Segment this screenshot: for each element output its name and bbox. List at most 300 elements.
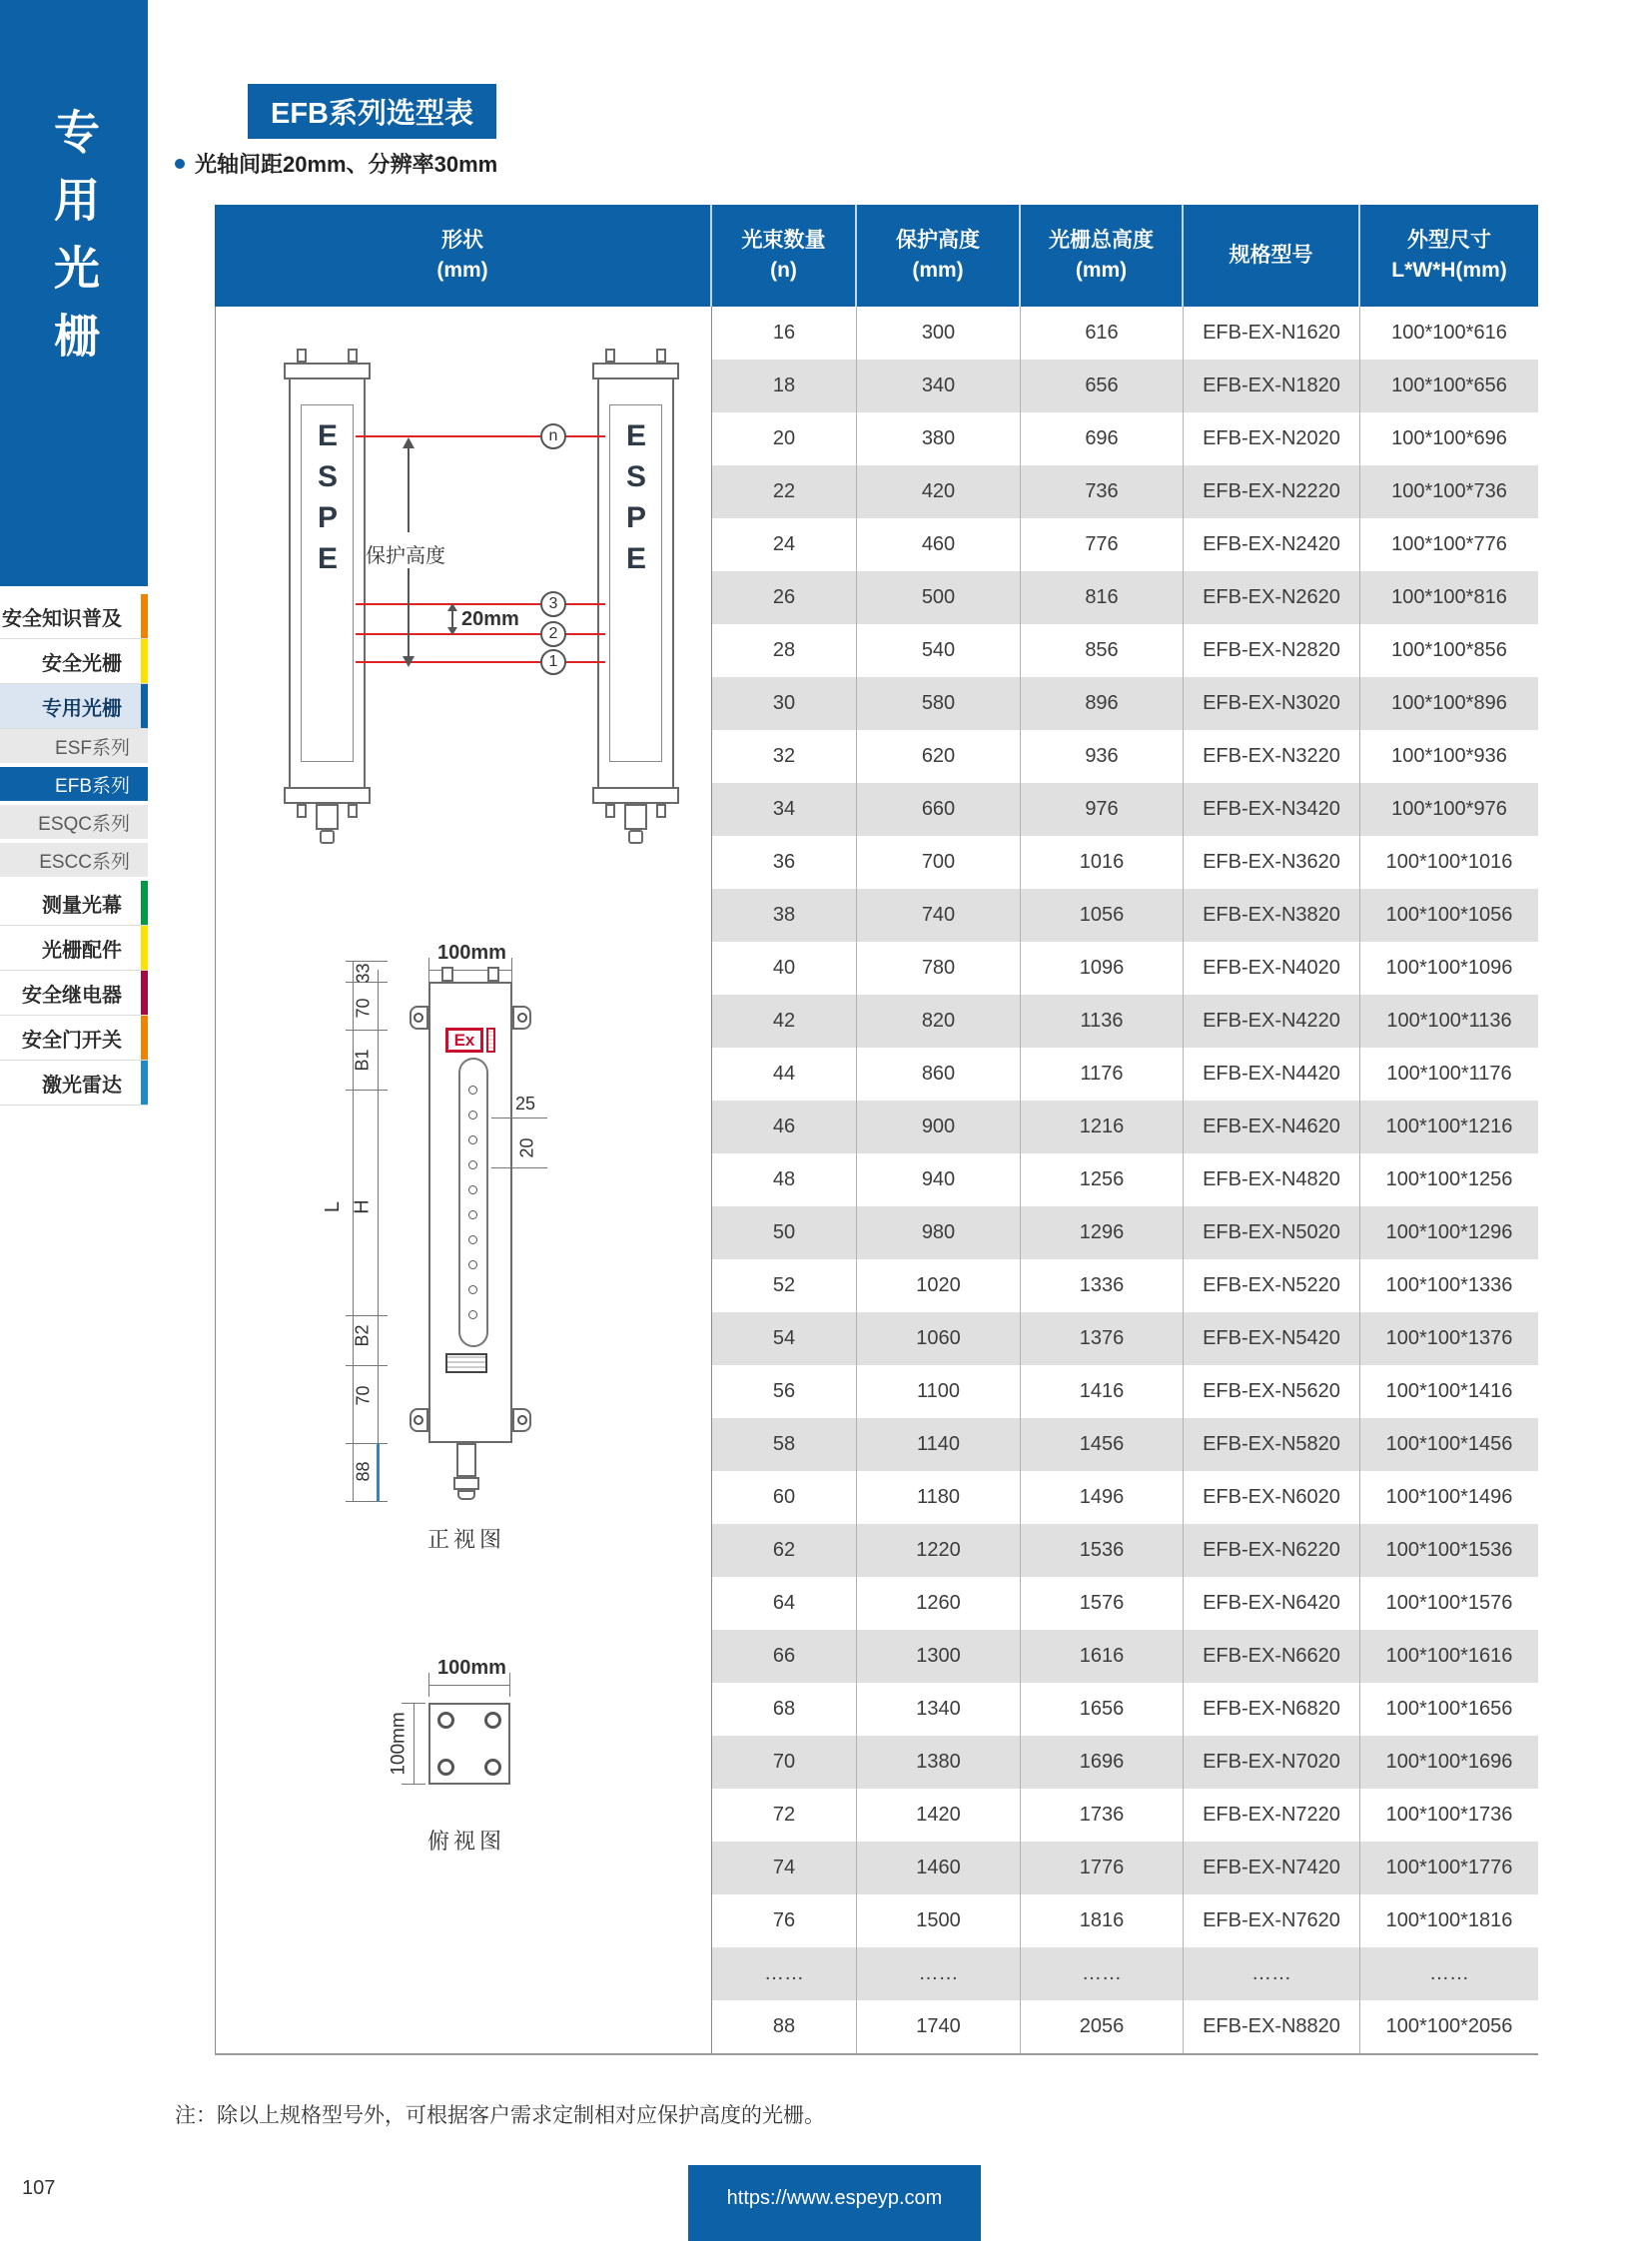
ex-badge-side: [486, 1028, 495, 1053]
table-cell: 100*100*856: [1391, 639, 1507, 661]
top-view-height-dim: 100mm: [388, 1712, 410, 1776]
light-curtain-tower-left: [289, 363, 366, 804]
table-cell: 100*100*1136: [1386, 1010, 1512, 1032]
ear-hole: [413, 1013, 423, 1023]
table-cell: 100*100*1576: [1385, 1592, 1513, 1614]
sidebar-item-0[interactable]: [0, 594, 148, 639]
table-cell: 100*100*936: [1391, 745, 1507, 767]
table-cell: 896: [1021, 677, 1184, 730]
table-cell: 1576: [1021, 1577, 1184, 1630]
table-cell: 100*100*656: [1391, 374, 1507, 396]
table-cell: 52: [712, 1259, 857, 1312]
table-cell: 700: [857, 836, 1021, 889]
table-row: [712, 571, 1538, 624]
table-cell: 100*100*1096: [1385, 957, 1513, 979]
arrow-up-icon: [403, 437, 414, 448]
table-row: [712, 1577, 1538, 1630]
table-cell: 88: [712, 2000, 857, 2053]
sidebar-item-10[interactable]: [0, 1016, 148, 1061]
dim-L: L: [322, 1200, 345, 1213]
table-cell: 980: [857, 1206, 1021, 1259]
table-cell: 1420: [857, 1789, 1021, 1842]
table-row: [712, 995, 1538, 1048]
bolt-hole: [437, 1759, 454, 1776]
table-row: [712, 465, 1538, 518]
sidebar-item-label: EFB系列: [55, 775, 130, 797]
column-header-5: 外型尺寸 L*W*H(mm): [1391, 228, 1507, 282]
sidebar-item-label: 安全门开关: [22, 1029, 122, 1052]
dim-line-H: [378, 970, 379, 1491]
table-row: [712, 1048, 1538, 1101]
accent-bar: [141, 971, 148, 1015]
table-cell: 26: [712, 571, 857, 624]
table-cell: EFB-EX-N2620: [1184, 571, 1360, 624]
table-cell: 1060: [857, 1312, 1021, 1365]
dim-line-L: [353, 961, 354, 1501]
table-cell: EFB-EX-N5020: [1184, 1206, 1360, 1259]
table-cell: 30: [712, 677, 857, 730]
connector-plug: [320, 830, 335, 844]
brand-label: ESPE: [311, 419, 345, 583]
bolt-hole: [484, 1712, 501, 1729]
column-header-1: 光束数量 (n): [712, 205, 857, 307]
table-row: [712, 1418, 1538, 1471]
beam-number-1: 1: [540, 649, 566, 675]
table-row: [712, 1206, 1538, 1259]
lens: [468, 1185, 477, 1194]
table-row: [712, 412, 1538, 465]
table-cell: 860: [857, 1048, 1021, 1101]
table-cell: 16: [712, 307, 857, 360]
table-cell: 660: [857, 783, 1021, 836]
dim-tick: [346, 1365, 388, 1366]
table-cell: 1460: [857, 1842, 1021, 1894]
table-cell: 100*100*736: [1391, 480, 1507, 502]
table-cell: 100*100*1416: [1385, 1380, 1513, 1402]
sidebar-item-8[interactable]: [0, 926, 148, 971]
table-cell: 32: [712, 730, 857, 783]
accent-bar: [141, 926, 148, 970]
table-cell: 18: [712, 360, 857, 412]
table-cell: 940: [857, 1153, 1021, 1206]
table-header: [215, 205, 1538, 307]
table-cell: 50: [712, 1206, 857, 1259]
table-cell: EFB-EX-N6620: [1184, 1630, 1360, 1683]
table-cell: 620: [857, 730, 1021, 783]
table-row: [712, 624, 1538, 677]
table-cell: EFB-EX-N5620: [1184, 1365, 1360, 1418]
ear-hole: [517, 1013, 527, 1023]
table-row: [712, 1947, 1538, 2000]
table-cell: 20: [712, 412, 857, 465]
lens: [468, 1235, 477, 1244]
table-cell: 1496: [1021, 1471, 1184, 1524]
sidebar-item-label: 光栅配件: [42, 939, 122, 962]
table-cell: EFB-EX-N7020: [1184, 1736, 1360, 1789]
sidebar-item-6[interactable]: [0, 843, 148, 877]
table-cell: ……: [857, 1947, 1021, 2000]
accent-bar: [141, 684, 148, 728]
sidebar-category-block: [0, 0, 148, 586]
table-cell: EFB-EX-N4020: [1184, 942, 1360, 995]
table-cell: 1336: [1021, 1259, 1184, 1312]
table-cell: 580: [857, 677, 1021, 730]
table-cell: 38: [712, 889, 857, 942]
table-cell: 100*100*1736: [1385, 1804, 1513, 1826]
front-connector: [456, 1443, 476, 1477]
sidebar-item-label: 专用光栅: [42, 697, 122, 720]
table-cell: EFB-EX-N3020: [1184, 677, 1360, 730]
dim-tick: [346, 961, 388, 962]
sidebar-item-11[interactable]: [0, 1061, 148, 1106]
dim-25: 25: [515, 1094, 536, 1114]
table-cell: 1016: [1021, 836, 1184, 889]
table-cell: 100*100*1616: [1385, 1645, 1513, 1667]
connector-plug: [628, 830, 643, 844]
table-cell: 1180: [857, 1471, 1021, 1524]
table-cell: 740: [857, 889, 1021, 942]
page-number: 107: [22, 2177, 56, 2199]
shape-diagram-cell: [215, 307, 712, 2053]
table-cell: EFB-EX-N7220: [1184, 1789, 1360, 1842]
lens: [468, 1135, 477, 1144]
sidebar-item-2[interactable]: [0, 684, 148, 729]
dim-88-blue: [377, 1443, 380, 1501]
dim-tick: [346, 1090, 388, 1091]
table-cell: 40: [712, 942, 857, 995]
table-cell: 1740: [857, 2000, 1021, 2053]
table-row: [712, 1683, 1538, 1736]
sidebar-item-label: ESCC系列: [39, 851, 130, 873]
table-cell: 936: [1021, 730, 1184, 783]
sidebar-item-4[interactable]: [0, 767, 148, 801]
accent-bar: [141, 1061, 148, 1105]
table-cell: 340: [857, 360, 1021, 412]
table-cell: EFB-EX-N8820: [1184, 2000, 1360, 2053]
ear-hole: [413, 1415, 423, 1425]
dim-70-bottom: 70: [353, 1385, 374, 1406]
pitch-label: 20mm: [461, 608, 519, 630]
table-cell: 48: [712, 1153, 857, 1206]
table-row: [712, 677, 1538, 730]
table-cell: EFB-EX-N2020: [1184, 412, 1360, 465]
table-cell: EFB-EX-N5820: [1184, 1418, 1360, 1471]
table-cell: 2056: [1021, 2000, 1184, 2053]
table-cell: EFB-EX-N4420: [1184, 1048, 1360, 1101]
sidebar-menu: [0, 594, 148, 1106]
table-cell: 656: [1021, 360, 1184, 412]
table-cell: 100*100*616: [1391, 322, 1507, 344]
protect-arrow-upper: [408, 442, 410, 532]
table-cell: 856: [1021, 624, 1184, 677]
table-cell: 736: [1021, 465, 1184, 518]
beam-line-n: [356, 435, 605, 437]
table-cell: 58: [712, 1418, 857, 1471]
table-cell: EFB-EX-N3420: [1184, 783, 1360, 836]
sidebar-item-label: ESF系列: [55, 737, 130, 759]
table-cell: EFB-EX-N1620: [1184, 307, 1360, 360]
connector: [316, 804, 339, 830]
table-cell: 1096: [1021, 942, 1184, 995]
dim-33: 33: [353, 963, 374, 984]
table-cell: 1376: [1021, 1312, 1184, 1365]
table-cell: EFB-EX-N3820: [1184, 889, 1360, 942]
table-cell: 540: [857, 624, 1021, 677]
table-cell: 1296: [1021, 1206, 1184, 1259]
website-banner: [688, 2165, 981, 2241]
sidebar-item-label: 安全知识普及: [2, 607, 122, 630]
table-body: [215, 307, 1538, 2055]
table-cell: 820: [857, 995, 1021, 1048]
table-cell: 1136: [1021, 995, 1184, 1048]
table-cell: ……: [1184, 1947, 1360, 2000]
table-cell: EFB-EX-N7420: [1184, 1842, 1360, 1894]
table-row: [712, 1365, 1538, 1418]
ex-text: Ex: [453, 1030, 475, 1050]
column-header-0: 形状 (mm): [215, 205, 712, 307]
sidebar-item-label: ESQC系列: [38, 813, 130, 835]
table-cell: EFB-EX-N4820: [1184, 1153, 1360, 1206]
dim-tick: [346, 1443, 388, 1444]
lens: [468, 1086, 477, 1095]
table-row: [712, 1842, 1538, 1894]
dim-tick: [428, 958, 429, 982]
table-cell: 72: [712, 1789, 857, 1842]
table-cell: 500: [857, 571, 1021, 624]
front-connector-plug: [453, 1477, 479, 1490]
connector: [624, 804, 647, 830]
table-cell: 1536: [1021, 1524, 1184, 1577]
table-cell: 1380: [857, 1736, 1021, 1789]
table-cell: 1776: [1021, 1842, 1184, 1894]
table-row: [712, 1524, 1538, 1577]
table-row: [712, 942, 1538, 995]
table-cell: 1256: [1021, 1153, 1184, 1206]
dim-tick: [346, 1315, 388, 1316]
table-cell: 100*100*1256: [1385, 1168, 1513, 1190]
section-title-text: EFB系列选型表: [270, 98, 473, 130]
table-cell: 22: [712, 465, 857, 518]
arrow-down-icon: [447, 627, 457, 635]
table-cell: 1260: [857, 1577, 1021, 1630]
lens: [468, 1111, 477, 1120]
table-cell: 1020: [857, 1259, 1021, 1312]
table-cell: 1816: [1021, 1894, 1184, 1947]
table-cell: 100*100*1776: [1385, 1857, 1513, 1878]
table-cell: 1656: [1021, 1683, 1184, 1736]
top-view-caption: 俯视图: [427, 1829, 506, 1854]
table-cell: 696: [1021, 412, 1184, 465]
table-cell: 300: [857, 307, 1021, 360]
dim-tick: [346, 1030, 388, 1031]
table-cell: 1140: [857, 1418, 1021, 1471]
top-view-width-dim: 100mm: [437, 1657, 506, 1679]
dim-line: [413, 1703, 414, 1785]
nameplate: [445, 1353, 487, 1373]
table-cell: 1736: [1021, 1789, 1184, 1842]
dim-line-25: [491, 1118, 547, 1119]
table-cell: 44: [712, 1048, 857, 1101]
table-cell: 1416: [1021, 1365, 1184, 1418]
table-cell: 1216: [1021, 1101, 1184, 1153]
table-row: [712, 1153, 1538, 1206]
beam-line-3: [356, 603, 605, 605]
table-cell: 42: [712, 995, 857, 1048]
dim-tick: [402, 1703, 425, 1704]
table-cell: 100*100*1816: [1385, 1909, 1513, 1931]
beam-line-2: [356, 633, 605, 635]
lens: [468, 1285, 477, 1294]
dim-B2: B2: [352, 1324, 373, 1347]
table-cell: EFB-EX-N6020: [1184, 1471, 1360, 1524]
table-row: [712, 1259, 1538, 1312]
spec-bullet-row: [175, 148, 497, 179]
table-row: [712, 783, 1538, 836]
table-cell: EFB-EX-N6420: [1184, 1577, 1360, 1630]
dim-B1: B1: [352, 1049, 373, 1072]
table-cell: 816: [1021, 571, 1184, 624]
sidebar-item-1[interactable]: [0, 639, 148, 684]
table-cell: 74: [712, 1842, 857, 1894]
lens: [468, 1210, 477, 1219]
table-cell: 64: [712, 1577, 857, 1630]
dim-H: H: [351, 1199, 374, 1214]
table-row: [712, 730, 1538, 783]
ex-badge: [445, 1028, 483, 1053]
table-cell: EFB-EX-N3620: [1184, 836, 1360, 889]
table-cell: 460: [857, 518, 1021, 571]
table-cell: 900: [857, 1101, 1021, 1153]
table-cell: 1340: [857, 1683, 1021, 1736]
table-cell: 100*100*1056: [1385, 904, 1513, 926]
arrow-up-icon: [447, 603, 457, 611]
arrow-down-icon: [403, 656, 414, 667]
lens: [468, 1260, 477, 1269]
table-cell: 100*100*2056: [1385, 2015, 1513, 2037]
sidebar-item-label: 激光雷达: [42, 1074, 122, 1097]
protect-arrow-lower: [408, 568, 410, 656]
table-cell: 1456: [1021, 1418, 1184, 1471]
table-row: [712, 1736, 1538, 1789]
table-row: [712, 1789, 1538, 1842]
table-cell: 616: [1021, 307, 1184, 360]
table-cell: 46: [712, 1101, 857, 1153]
table-cell: 100*100*896: [1391, 692, 1507, 714]
dim-70-top: 70: [353, 998, 374, 1019]
table-cell: 100*100*816: [1391, 586, 1507, 608]
accent-bar: [141, 594, 148, 638]
table-cell: 100*100*1296: [1385, 1221, 1513, 1243]
section-title: [248, 84, 496, 139]
table-cell: 976: [1021, 783, 1184, 836]
table-row: [712, 1101, 1538, 1153]
table-cell: 100*100*776: [1391, 533, 1507, 555]
table-cell: 34: [712, 783, 857, 836]
table-cell: 76: [712, 1894, 857, 1947]
table-cell: 100*100*1696: [1385, 1751, 1513, 1773]
front-view-caption: 正视图: [427, 1527, 506, 1552]
dim-tick: [511, 958, 512, 982]
table-cell: 66: [712, 1630, 857, 1683]
table-cell: 1500: [857, 1894, 1021, 1947]
table-row: [712, 360, 1538, 412]
sidebar-item-5[interactable]: [0, 805, 148, 839]
table-cell: ……: [1021, 1947, 1184, 2000]
table-row: [712, 1471, 1538, 1524]
table-cell: 100*100*696: [1391, 427, 1507, 449]
table-cell: 420: [857, 465, 1021, 518]
table-row: [712, 889, 1538, 942]
table-cell: 68: [712, 1683, 857, 1736]
table-rows: [712, 307, 1538, 2053]
table-cell: EFB-EX-N4220: [1184, 995, 1360, 1048]
table-row: [712, 1894, 1538, 1947]
website-url[interactable]: https://www.espeyp.com: [726, 2187, 943, 2209]
spec-bullet-text: 光轴间距20mm、分辨率30mm: [195, 152, 498, 177]
accent-bar: [141, 881, 148, 925]
table-cell: 54: [712, 1312, 857, 1365]
protect-height-label: 保护高度: [366, 545, 445, 567]
column-header-4: 规格型号: [1184, 205, 1360, 307]
light-curtain-tower-right: [597, 363, 674, 804]
dim-tick: [346, 1501, 388, 1502]
table-cell: 28: [712, 624, 857, 677]
table-cell: 70: [712, 1736, 857, 1789]
front-bolt: [441, 967, 453, 982]
table-cell: 36: [712, 836, 857, 889]
table-cell: 62: [712, 1524, 857, 1577]
sidebar-item-7[interactable]: [0, 881, 148, 926]
beam-number-3: 3: [540, 591, 566, 617]
table-cell: 24: [712, 518, 857, 571]
table-row: [712, 1312, 1538, 1365]
table-cell: 1056: [1021, 889, 1184, 942]
column-header-2: 保护高度 (mm): [857, 205, 1021, 307]
table-row: [712, 2000, 1538, 2053]
lens: [468, 1310, 477, 1319]
dim-tick: [509, 1673, 510, 1697]
table-cell: 1300: [857, 1630, 1021, 1683]
beam-number-n: n: [540, 423, 566, 449]
table-cell: 100*100*1216: [1385, 1116, 1513, 1137]
dim-tick: [428, 1673, 429, 1697]
sidebar-item-9[interactable]: [0, 971, 148, 1016]
table-cell: 1100: [857, 1365, 1021, 1418]
table-cell: 1220: [857, 1524, 1021, 1577]
accent-bar: [141, 1016, 148, 1060]
table-cell: EFB-EX-N2420: [1184, 518, 1360, 571]
sidebar-item-label: 测量光幕: [42, 894, 122, 917]
dim-line-20: [491, 1167, 547, 1168]
brand-label: ESPE: [619, 419, 653, 583]
table-cell: EFB-EX-N5220: [1184, 1259, 1360, 1312]
sidebar-item-label: 安全光栅: [42, 652, 122, 675]
table-cell: ……: [1429, 1962, 1469, 1984]
table-cell: 100*100*1016: [1385, 851, 1513, 873]
table-cell: 100*100*1656: [1385, 1698, 1513, 1720]
table-cell: 100*100*1536: [1385, 1539, 1513, 1561]
sidebar-item-3[interactable]: [0, 729, 148, 763]
table-cell: EFB-EX-N4620: [1184, 1101, 1360, 1153]
table-cell: EFB-EX-N6820: [1184, 1683, 1360, 1736]
table-cell: 780: [857, 942, 1021, 995]
dim-88: 88: [353, 1461, 374, 1482]
sidebar-vertical-title: 专用光栅: [48, 108, 100, 379]
table-cell: 776: [1021, 518, 1184, 571]
table-cell: EFB-EX-N2220: [1184, 465, 1360, 518]
table-cell: 100*100*1176: [1386, 1063, 1512, 1085]
table-cell: EFB-EX-N7620: [1184, 1894, 1360, 1947]
